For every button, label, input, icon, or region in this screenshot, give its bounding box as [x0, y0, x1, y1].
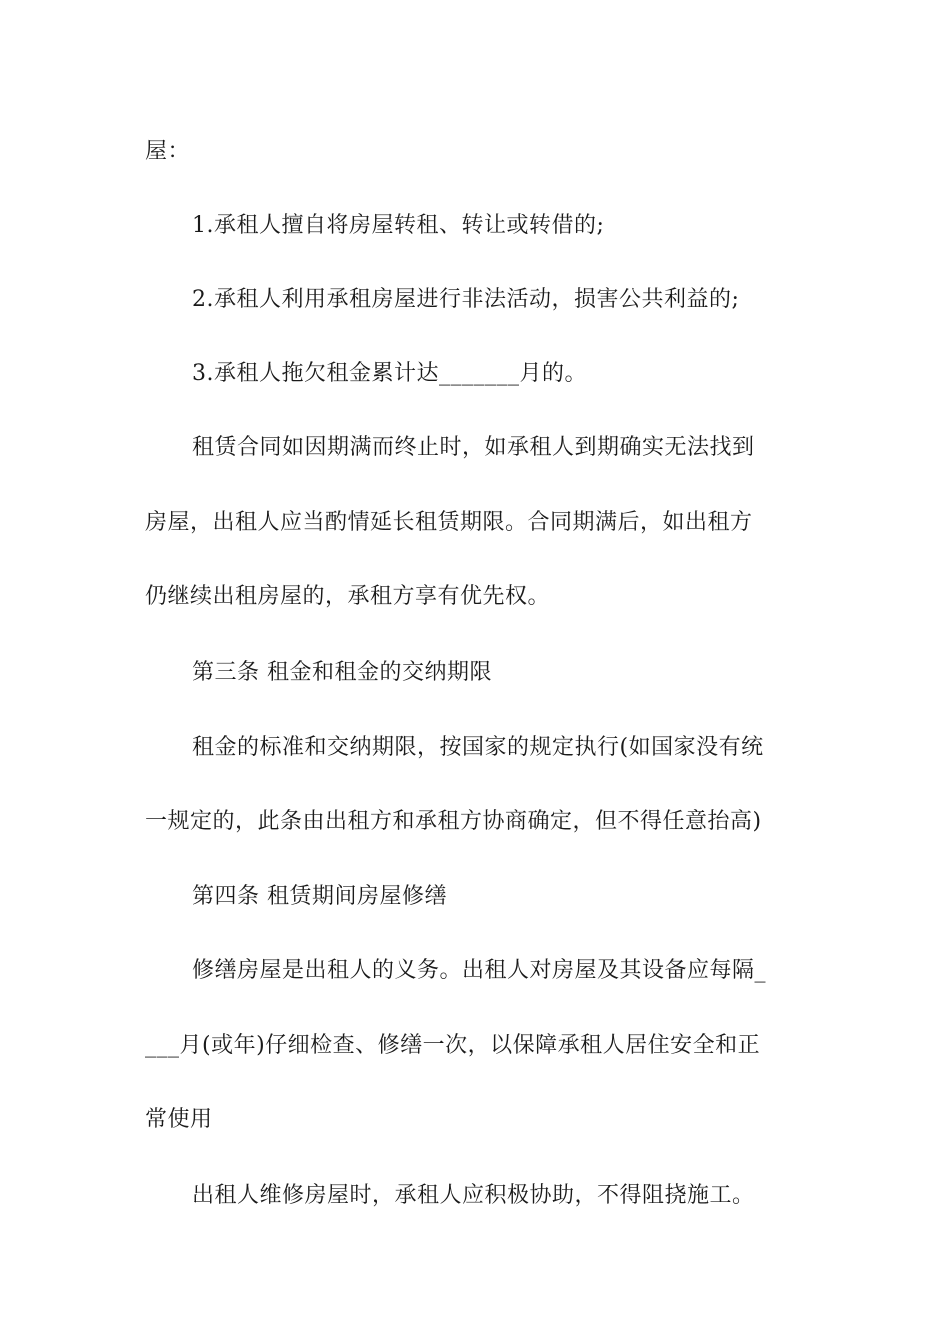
text-line: 租赁合同如因期满而终止时，如承租人到期确实无法找到 [192, 435, 755, 460]
text-line: 2.承租人利用承租房屋进行非法活动，损害公共利益的; [192, 287, 740, 312]
text-line: 常使用 [145, 1107, 213, 1132]
text-line: 房屋，出租人应当酌情延长租赁期限。合同期满后，如出租方 [145, 510, 753, 535]
text-line: 屋： [145, 139, 191, 164]
text-line: ___月(或年)仔细检查、修缮一次，以保障承租人居住安全和正 [145, 1033, 761, 1058]
article-heading: 第三条 租金和租金的交纳期限 [192, 660, 492, 685]
text-line: 仍继续出租房屋的，承租方享有优先权。 [145, 584, 551, 609]
article-heading: 第四条 租赁期间房屋修缮 [192, 884, 447, 909]
text-line: 租金的标准和交纳期限，按国家的规定执行(如国家没有统 [192, 735, 764, 760]
text-line: 出租人维修房屋时，承租人应积极协助，不得阻挠施工。 [192, 1183, 755, 1208]
text-line: 3.承租人拖欠租金累计达_______月的。 [192, 361, 587, 386]
text-line: 修缮房屋是出租人的义务。出租人对房屋及其设备应每隔_ [192, 958, 767, 983]
text-line: 1.承租人擅自将房屋转租、转让或转借的; [192, 213, 605, 238]
text-line: 一规定的，此条由出租方和承租方协商确定，但不得任意抬高) [145, 809, 762, 834]
